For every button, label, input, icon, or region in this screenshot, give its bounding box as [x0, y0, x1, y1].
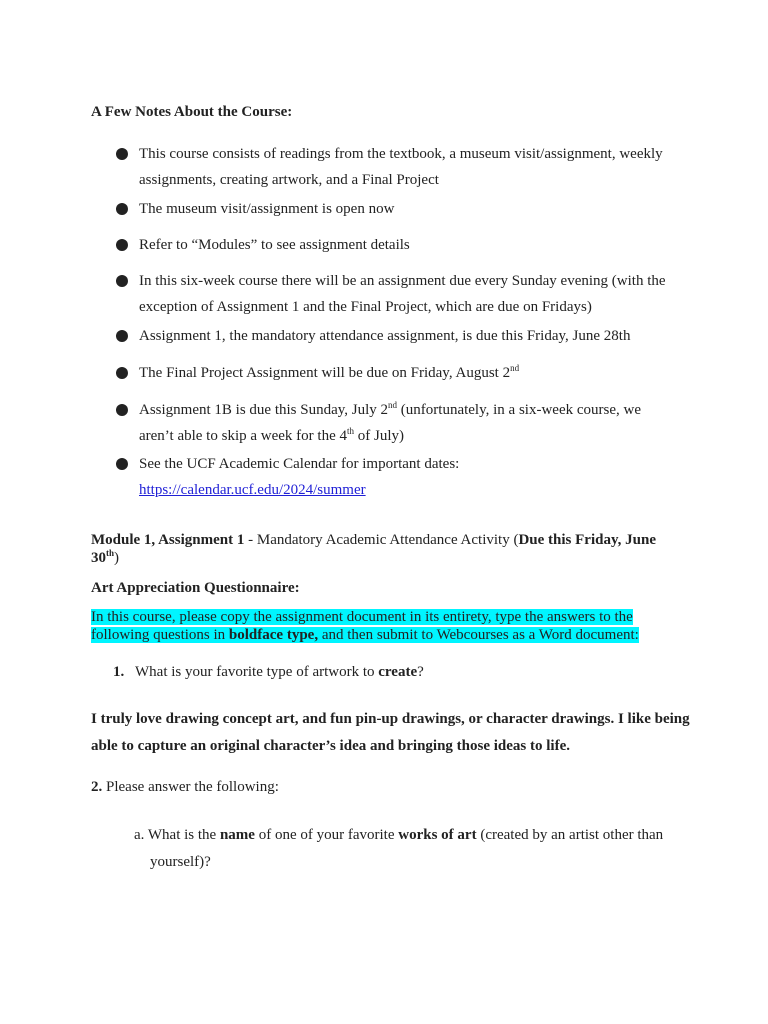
bullet-icon: [116, 203, 128, 215]
instructions-highlight: In this course, please copy the assignment document in its entirety, type the answers to the following questions in boldface type, and then submit to Webcourses as a Word document:: [91, 609, 639, 643]
answer-1: I truly love drawing concept art, and fun pin-up drawings, or character drawings. I like being able to capture an original character’s idea and bringing those ideas to life.: [91, 711, 690, 754]
bullet-icon: [116, 148, 128, 160]
ucf-calendar-link[interactable]: https://calendar.ucf.edu/2024/summer: [139, 482, 366, 498]
notes-heading: A Few Notes About the Course:: [91, 104, 293, 120]
list-item: The Final Project Assignment will be due on Friday, August 2nd: [116, 360, 676, 386]
list-item: See the UCF Academic Calendar for important dates: https://calendar.ucf.edu/2024/summer: [116, 451, 676, 503]
list-item: Refer to “Modules” to see assignment details: [116, 232, 676, 258]
list-item: In this six-week course there will be an assignment due every Sunday evening (with the exception of Assignment 1 and the Final Project, which are due on Fridays): [116, 268, 676, 320]
bullet-icon: [116, 458, 128, 470]
question-2a: a. What is the name of one of your favorite works of art (created by an artist other than yourself)?: [134, 827, 664, 870]
list-item: This course consists of readings from the textbook, a museum visit/assignment, weekly assignments, creating artwork, and a Final Project: [116, 141, 676, 193]
module-assignment-title: Module 1, Assignment 1 - Mandatory Academic Attendance Activity (Due this Friday, June 30th): [91, 532, 656, 566]
question-1: 1. What is your favorite type of artwork to create?: [113, 664, 424, 680]
questionnaire-heading: Art Appreciation Questionnaire:: [91, 580, 300, 596]
bullet-icon: [116, 330, 128, 342]
list-item: The museum visit/assignment is open now: [116, 196, 676, 222]
question-2: 2. Please answer the following:: [91, 779, 279, 795]
bullet-icon: [116, 367, 128, 379]
list-item: Assignment 1B is due this Sunday, July 2nd (unfortunately, in a six-week course, we aren’t able to skip a week for the 4th of July): [116, 397, 676, 449]
bullet-icon: [116, 239, 128, 251]
bullet-icon: [116, 404, 128, 416]
bullet-icon: [116, 275, 128, 287]
list-item: Assignment 1, the mandatory attendance assignment, is due this Friday, June 28th: [116, 323, 676, 349]
